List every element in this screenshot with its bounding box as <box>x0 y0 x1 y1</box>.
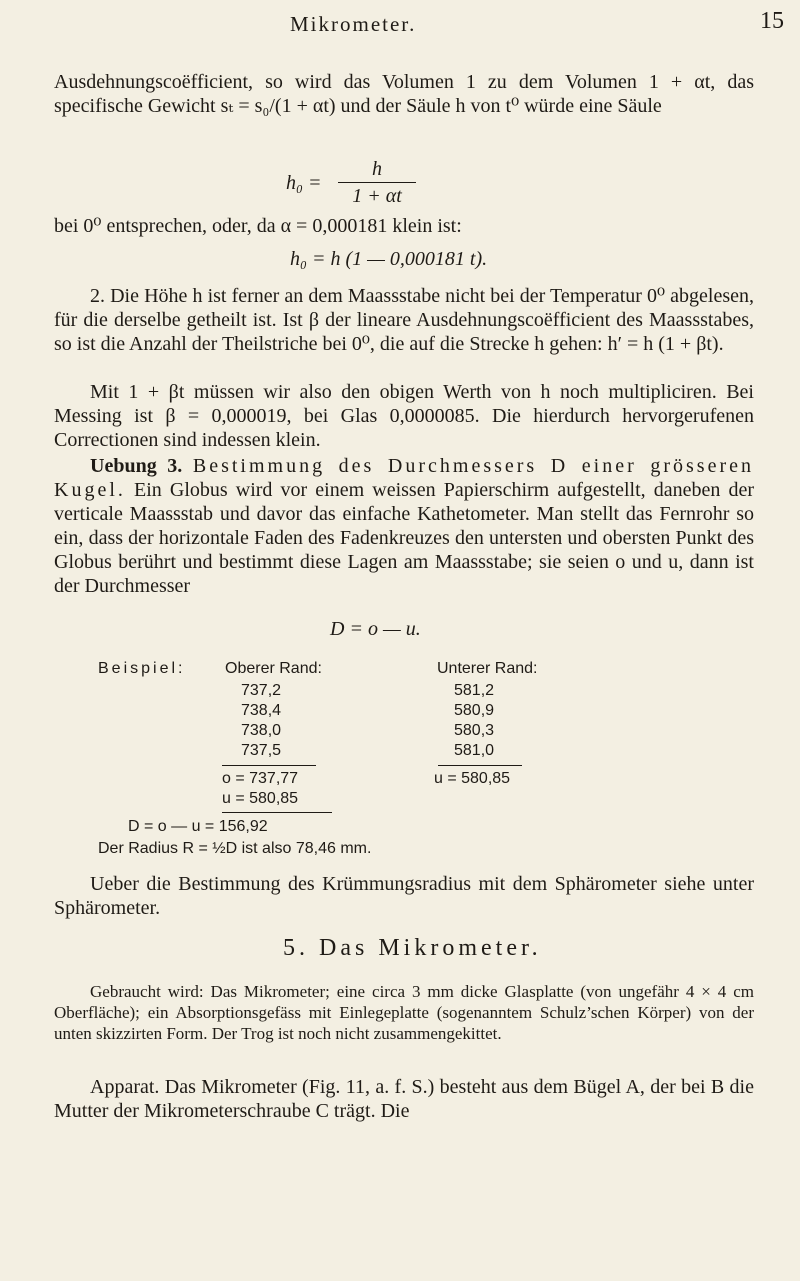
section-heading: 5. Das Mikrometer. <box>283 935 542 961</box>
upper-value: 737,2 <box>241 682 282 699</box>
exercise-title: Bestimmung des Durchmessers D einer grösseren Kugel. <box>54 455 754 501</box>
running-header: Mikrometer. <box>290 12 417 36</box>
radius-result: Der Radius R = ½D ist also 78,46 mm. <box>98 840 372 857</box>
fraction-numerator: h <box>372 158 382 180</box>
exercise-label: Uebung 3. <box>90 455 183 477</box>
page-number: 15 <box>760 8 784 34</box>
paragraph-spherometer: Ueber die Bestimmung des Krümmungsradius mit dem Sphärometer siehe unter Sphärometer. <box>54 873 754 919</box>
section-apparatus: Apparat. Das Mikrometer (Fig. 11, a. f. S.) besteht aus dem Bügel A, der bei B die Mutter der Mikrometerschraube C trägt. Die <box>54 1076 754 1122</box>
formula-h0-approx: h₀ = h (1 — 0,000181 t). <box>290 248 488 270</box>
fraction-bar <box>338 182 416 183</box>
exercise-text: Ein Globus wird vor einem weissen Papierschirm aufgestellt, daneben der verticale Maassstab und davor das einfache Kathetometer. Man stellt das Fernrohr so ein, dass der horizontale Faden des Fadenkreuzes den untersten und obersten Punkt des Globus berührt und bestimmt diese Lagen am Maassstabe; sie seien o und u, dann ist der Durchmesser <box>54 479 755 597</box>
mean-lower: u = 580,85 <box>434 770 511 787</box>
fraction-denominator: 1 + αt <box>352 185 402 207</box>
sum-rule-lower <box>438 765 522 766</box>
section-equipment: Gebraucht wird: Das Mikrometer; eine circa 3 mm dicke Glasplatte (von ungefähr 4 × 4 cm Oberfläche); ein Absorptionsgefäss mit Einlegeplatte (sogenanntem Schulz’schen Körper) von der unten skizzirten Form. Der Trog ist noch nicht zusammengekittet. <box>54 982 754 1043</box>
upper-value: 738,0 <box>241 722 282 739</box>
diameter-result: D = o — u = 156,92 <box>128 818 268 835</box>
upper-value: 738,4 <box>241 702 282 719</box>
sum-rule-upper <box>222 765 316 766</box>
exercise-3 <box>54 454 754 598</box>
paragraph-expansion: Ausdehnungscoëfficient, so wird das Volumen 1 zu dem Volumen 1 + αt, das specifische Gewicht sₜ = s₀/(1 + αt) und der Säule h von t⁰ würde eine Säule <box>54 71 754 117</box>
lower-value: 581,2 <box>454 682 495 699</box>
lower-value: 581,0 <box>454 742 495 759</box>
paragraph-alpha: bei 0⁰ entsprechen, oder, da α = 0,000181 klein ist: <box>54 215 462 237</box>
formula-h0-lhs: h₀ = <box>286 172 322 194</box>
paragraph-multiply: Mit 1 + βt müssen wir also den obigen Werth von h noch multipliciren. Bei Messing ist β = 0,000019, bei Glas 0,0000085. Die hierdurch hervorgerufenen Correctionen sind indessen klein. <box>54 381 754 451</box>
mean-upper: o = 737,77 <box>222 770 299 787</box>
col-lower-edge-header: Unterer Rand: <box>437 660 538 677</box>
paragraph-scale-correction: 2. Die Höhe h ist ferner an dem Maassstabe nicht bei der Temperatur 0⁰ abgelesen, für die derselbe getheilt ist. Ist β der lineare Ausdehnungscoëfficient des Maassstabes, so ist die Anzahl der Theilstriche bei 0⁰, die auf die Strecke h gehen: h′ = h (1 + βt). <box>54 285 754 355</box>
example-label: Beispiel: <box>98 660 186 677</box>
formula-h0-fraction <box>338 158 416 208</box>
lower-value: 580,3 <box>454 722 495 739</box>
col-upper-edge-header: Oberer Rand: <box>225 660 322 677</box>
lower-value: 580,9 <box>454 702 495 719</box>
diff-rule <box>222 812 332 813</box>
formula-diameter: D = o — u. <box>330 618 421 640</box>
upper-value: 737,5 <box>241 742 282 759</box>
mean-lower-repeat: u = 580,85 <box>222 790 299 807</box>
